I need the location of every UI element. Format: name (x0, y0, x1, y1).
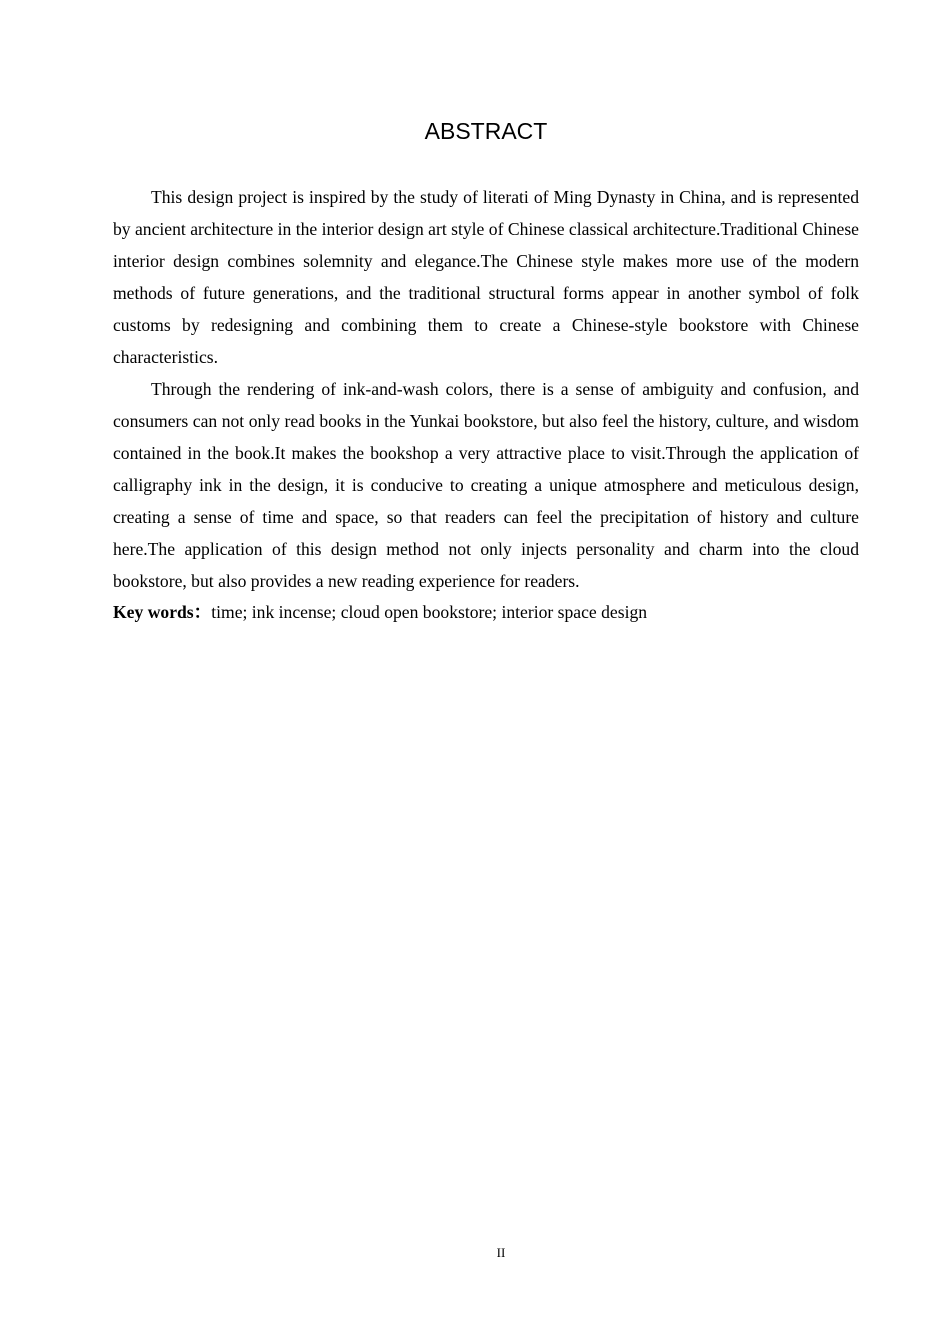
page-number: II (496, 1245, 506, 1260)
keywords-label: Key words： (113, 602, 212, 622)
keywords-text: time; ink incense; cloud open bookstore; interior space design (211, 602, 648, 622)
abstract-body (113, 181, 859, 627)
abstract-paragraph-1: This design project is inspired by the study of literati of Ming Dynasty in China, and is represented by ancient architecture in the interior design art style of Chinese classical architecture.Traditional Chinese interior design combines solemnity and elegance.The Chinese style makes more use of the modern methods of future generations, and the traditional structural forms appear in another symbol of folk customs by redesigning and combining them to create a Chinese-style bookstore with Chinese characteristics. (113, 187, 859, 367)
abstract-paragraph-2: Through the rendering of ink-and-wash colors, there is a sense of ambiguity and confusion, and consumers can not only read books in the Yunkai bookstore, but also feel the history, culture, and wisdom contained in the book.It makes the bookshop a very attractive place to visit.Through the application of calligraphy ink in the design, it is conducive to creating a unique atmosphere and meticulous design, creating a sense of time and space, so that readers can feel the precipitation of history and culture here.The application of this design method not only injects personality and charm into the cloud bookstore, but also provides a new reading experience for readers. (113, 379, 859, 591)
keywords-line (113, 597, 859, 627)
abstract-title: ABSTRACT (424, 118, 548, 144)
